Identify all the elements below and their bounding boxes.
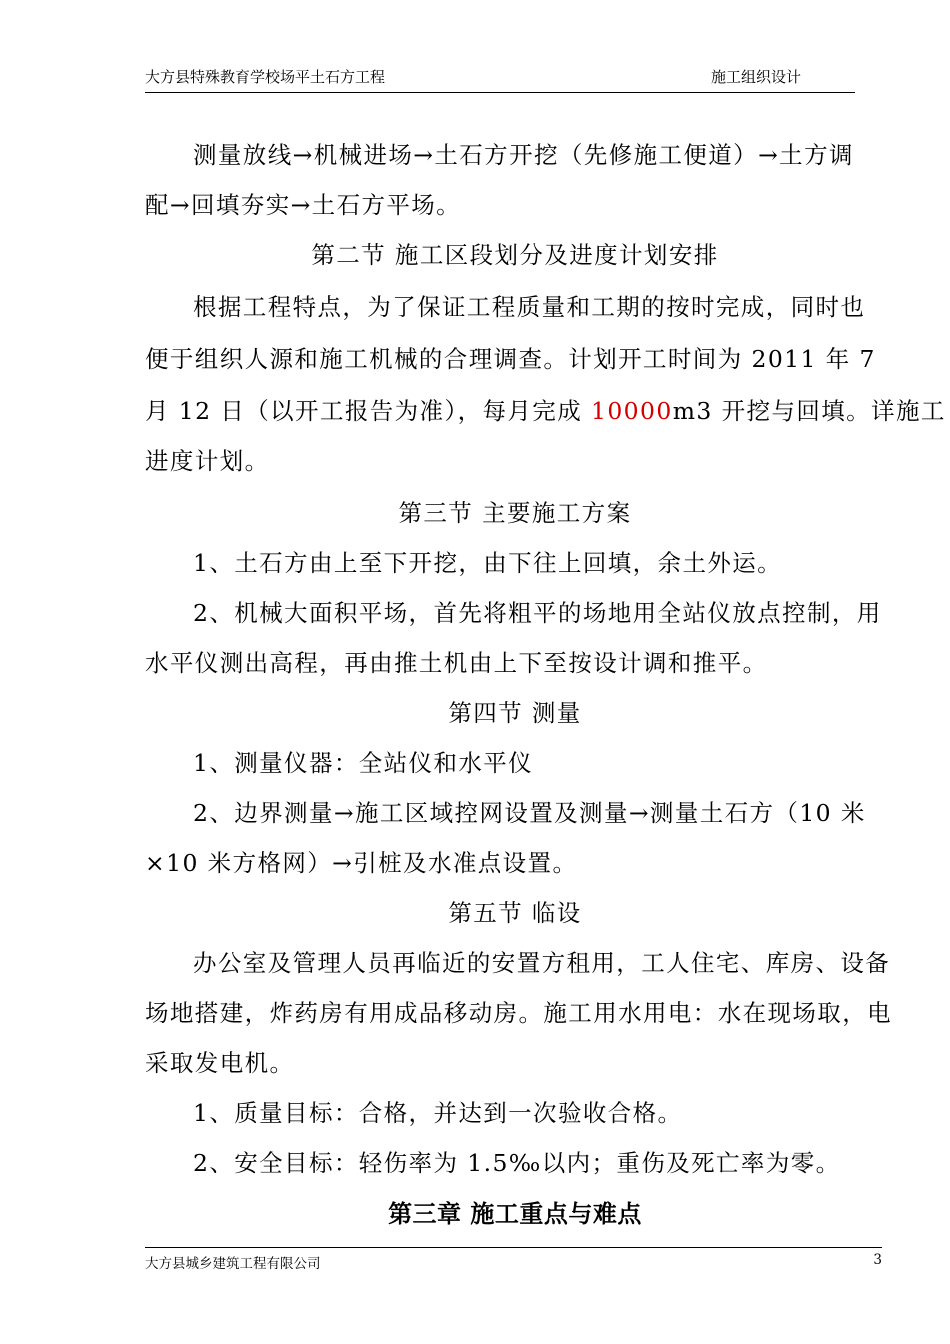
section5-para-line-2: 场地搭建，炸药房有用成品移动房。施工用水用电：水在现场取，电 (145, 999, 892, 1027)
header-doc-type: 施工组织设计 (711, 68, 802, 86)
section2-para-line-3-b: m3 开挖与回填。详施工 (672, 397, 946, 425)
section4-item-2-line-1: 2、边界测量→施工区域控网设置及测量→测量土石方（10 米 (193, 799, 866, 827)
section3-item-2-line-2: 水平仪测出高程，再由推土机由上下至按设计调和推平。 (145, 649, 768, 677)
page-header (145, 62, 855, 93)
section4-item-1: 1、测量仪器：全站仪和水平仪 (193, 749, 534, 777)
monthly-volume-highlight: 10000 (590, 397, 673, 425)
section3-item-2-line-1: 2、机械大面积平场，首先将粗平的场地用全站仪放点控制，用 (193, 599, 882, 627)
safety-goal: 2、安全目标：轻伤率为 1.5‰以内；重伤及死亡率为零。 (193, 1149, 841, 1177)
section5-title: 第五节 临设 (448, 899, 582, 927)
section2-para-line-4: 进度计划。 (145, 447, 270, 475)
section2-title: 第二节 施工区段划分及进度计划安排 (311, 241, 719, 269)
footer-company: 大方县城乡建筑工程有限公司 (145, 1256, 321, 1272)
section5-para-line-3: 采取发电机。 (145, 1049, 295, 1077)
section4-item-2-line-2: ×10 米方格网）→引桩及水准点设置。 (145, 849, 578, 877)
page-number: 3 (873, 1252, 882, 1268)
chapter3-title: 第三章 施工重点与难点 (388, 1200, 642, 1228)
section2-para-line-3-a: 月 12 日（以开工报告为准），每月完成 (145, 397, 591, 425)
section3-item-1: 1、土石方由上至下开挖，由下往上回填，余土外运。 (193, 549, 783, 577)
section4-title: 第四节 测量 (448, 699, 582, 727)
header-project-title: 大方县特殊教育学校场平土石方工程 (145, 68, 386, 86)
section5-para-line-1: 办公室及管理人员再临近的安置方租用，工人住宅、库房、设备 (193, 949, 891, 977)
section3-title: 第三节 主要施工方案 (398, 499, 632, 527)
page-footer (145, 1247, 882, 1272)
flow-line-1: 测量放线→机械进场→土石方开挖（先修施工便道）→土方调 (193, 141, 854, 169)
section2-para-line-2: 便于组织人源和施工机械的合理调查。计划开工时间为 2011 年 7 (145, 345, 876, 373)
section2-para-line-1: 根据工程特点，为了保证工程质量和工期的按时完成，同时也 (193, 293, 866, 321)
section2-para-line-3 (145, 392, 946, 426)
quality-goal: 1、质量目标：合格，并达到一次验收合格。 (193, 1099, 683, 1127)
flow-line-2: 配→回填夯实→土石方平场。 (145, 191, 462, 219)
